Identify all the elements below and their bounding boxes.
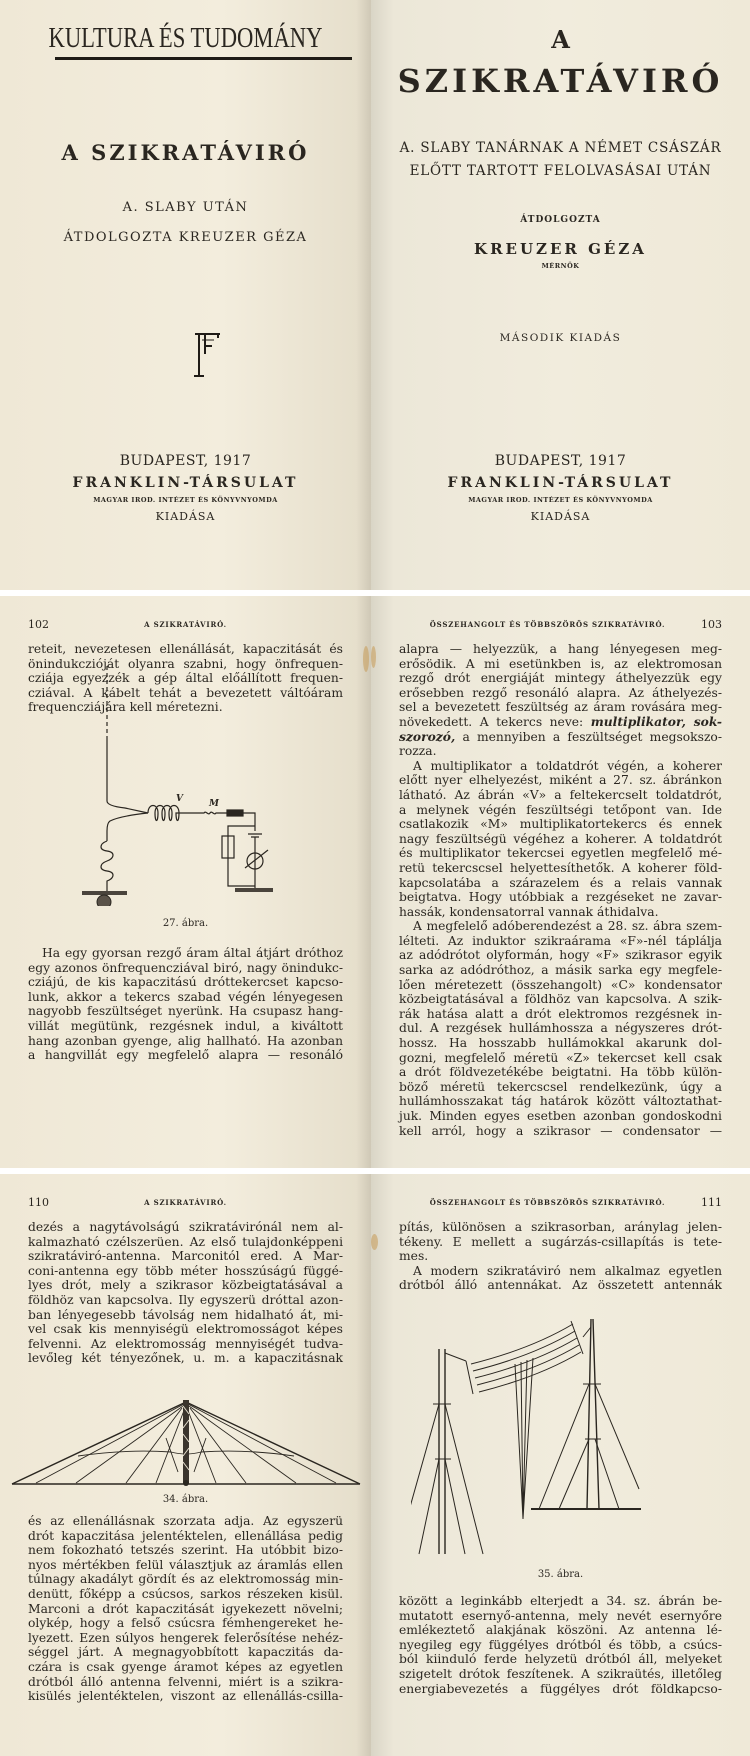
text-line: denütt, főképp a csúcsos, sarkos részeken kisül. [28, 1586, 343, 1601]
page-header [399, 618, 722, 634]
coherer-icon [227, 810, 243, 816]
text-line: coni-antenna egy több méter hosszúságú függé- [28, 1263, 343, 1278]
ground-plate [235, 888, 273, 892]
figure-caption: 34. ábra. [162, 1494, 209, 1505]
ground-ball-icon [97, 895, 111, 906]
page-header [28, 618, 343, 634]
publisher-subtitle: MAGYAR IROD. INTÉZET ÉS KÖNYVNYOMDA [93, 496, 278, 504]
text-line: erősebben rezgő resonáló alapra. Az áthelyezés- [399, 685, 722, 700]
page-number: 111 [701, 1196, 722, 1209]
text-line: kapcsolatába a szárazelem és a relais vannak [399, 875, 722, 890]
multiplier-m-icon [196, 812, 227, 814]
text-line: mutatott esernyő-antenna, mely nevét esernyőre [399, 1608, 722, 1623]
text-line: lyes drót, mely a szikrasor közbeigtatásával a [28, 1278, 343, 1293]
text-line: hossz. Ha hosszabb hullámokkal akarunk dol- [399, 1036, 722, 1051]
text-line: közbeigtatásával a földhöz van kapcsolva. A szik- [399, 992, 722, 1007]
text-line: kalmazható czélszerüen. Az első tulajdonképpeni [28, 1234, 343, 1249]
body-text-top [399, 1220, 722, 1293]
subtitle-line-2: ELŐTT TARTOTT FELOLVASÁSAI UTÁN [409, 163, 712, 179]
imprint-label: KIADÁSA [530, 510, 591, 523]
text-line: olykép, hogy a felső csúcsra fémhengereket he- [28, 1616, 343, 1631]
running-head: A SZIKRATÁVIRÓ. [144, 620, 227, 629]
running-head: ÖSSZEHANGOLT ÉS TÖBBSZÖRÖS SZIKRATÁVIRÓ. [429, 1198, 666, 1207]
text-line: a hangvillát egy megfelelő alapra — resonáló [28, 1048, 343, 1063]
battery-icon [243, 813, 262, 889]
text-line: csatlakozik «M» multiplikatortekercs és ennek [399, 817, 722, 832]
page-number: 110 [28, 1196, 49, 1209]
foxing-stain [371, 646, 376, 668]
publisher-name: FRANKLIN-TÁRSULAT [72, 475, 299, 491]
relay-loop [228, 826, 255, 886]
page-111 [371, 1174, 750, 1756]
text-line: beigtatva. Hogy utóbbiak a rezgéseket ne zavar- [399, 890, 722, 905]
foxing-stain [371, 1234, 378, 1250]
text-line: rák hatása alatt a drót elektromos rezgésnek in- [399, 1006, 722, 1021]
text-line: nem fokozható tetszés szerint. Ha utóbbit bizo- [28, 1543, 343, 1558]
text-line: egy azonos önfrequencziával biró, nagy önindukc- [28, 960, 343, 975]
text-line: felvenni. Az elektromosság mennyiségét tudva- [28, 1336, 343, 1351]
text-line: A multiplikator a toldatdrót végén, a koherer [413, 758, 722, 773]
text-line: czára is csak gyenge áramot képes az egyetlen [28, 1659, 343, 1674]
antenna-wire [107, 736, 148, 813]
page-header [399, 1196, 722, 1212]
text-line: lélteti. Az induktor szikraárama «F»-nél táplálja [399, 933, 722, 948]
text-line: szigetelt drótok feszítenek. A szikraütés, illetőleg [399, 1666, 722, 1681]
label-v: V [176, 794, 183, 804]
text-line: szorozó, a mennyiben a feszültséget megsokszo- [399, 728, 722, 744]
text-line: vel csak kis mennyiségü elektromosságot képes [28, 1322, 343, 1337]
edition-label: MÁSODIK KIADÁS [499, 332, 622, 344]
body-text-bottom [28, 1514, 343, 1704]
text-line: rezgő drót energiáját mintegy áthelyezzük egy [399, 671, 722, 686]
figure-34-umbrella-antenna [6, 1394, 366, 1489]
text-line: cziájú, de kis kapaczitású dróttekercset kapcso- [28, 975, 343, 990]
text-line: nagy feszültségü végéhez a koherer. A toldatdrót [399, 831, 722, 846]
text-line: emlékeztető alakjának köszöni. Az antenna lé- [399, 1623, 722, 1638]
text-line: energiabevezetés a függélyes drót földkapcso- [399, 1681, 722, 1696]
body-text [399, 642, 722, 1138]
text-line: sarka az adódróthoz, a másik sarka egy megfele- [399, 963, 722, 978]
title-page [371, 0, 750, 590]
text-line: ból kiinduló ferde helyzetü drótból áll, melyeket [399, 1652, 722, 1667]
author-title: MÉRNÖK [541, 262, 580, 270]
text-line: hassák, kondensatorral vannak áthidalva. [399, 904, 659, 919]
text-line: és multiplikator tekercsei egyetlen megfelelő mé- [399, 846, 722, 861]
text-line: drótból álló antennákat. Az összetett antennák [399, 1278, 722, 1293]
body-text-top [28, 1220, 343, 1366]
coil-v-icon [148, 806, 196, 821]
text-line: retü tekercscsel helyettesíthetők. A koherer föld- [399, 860, 722, 875]
figure-caption: 27. ábra. [162, 918, 209, 929]
subtitle-line-1: A. SLABY TANÁRNAK A NÉMET CSÁSZÁR [399, 140, 722, 156]
text-line: kisülés jelentéktelen, viszont az ellenállás-csilla- [28, 1689, 343, 1704]
text-line: Marconi a drót kapaczitását igyekezett növelni; [28, 1601, 343, 1616]
text-line: böző méretü tekercscsel rendelkezünk, úgy a [399, 1079, 722, 1094]
page-header [28, 1196, 343, 1212]
text-line: hang azonban gyenge, alig hallható. Ha azonban [28, 1033, 343, 1048]
text-line: cziával. A kábelt tehát a bevezetett váltóáram [28, 685, 343, 700]
text-line: erősödik. A mi esetünkben is, az elektromosan [399, 656, 722, 671]
text-line: frequencziájára kell méretezni. [28, 700, 223, 715]
text-line: levőleg két tényezőnek, u. m. a kapaczitásnak [28, 1351, 343, 1366]
adapted-label: ÁTDOLGOZTA [520, 215, 601, 225]
text-line: szikratáviró-antenna. Marconitól ered. A Mar- [28, 1249, 343, 1264]
text-line: önindukczióját olyanra szabni, hogy önfrequen- [28, 656, 343, 671]
text-line: sel a bevezetett feszültség az áram rovására meg- [399, 700, 722, 715]
label-m: M [209, 799, 219, 809]
text-line: nagyobb feszültséget nyerünk. Ha csupasz hang- [28, 1004, 343, 1019]
figure-35-multi-wire-antenna [411, 1309, 711, 1559]
foxing-stain [363, 646, 369, 672]
after-credit: A. SLABY UTÁN [122, 200, 249, 215]
text-line: pítás, különösen a szikrasorban, aránylag jelen- [399, 1220, 722, 1234]
text-line: növekedett. A tekercs neve: multiplikator, sok- [399, 713, 722, 729]
page-102 [0, 596, 371, 1168]
body-text-bottom [28, 946, 343, 1063]
text-line: A megfelelő adóberendezést a 28. sz. ábra szem- [413, 919, 722, 934]
text-line: lunk, akkor a tekercs szabad végén lényegesen [28, 989, 343, 1004]
text-line: és az ellenállásnak szorzata adja. Az egyszerü [28, 1514, 343, 1528]
text-line: dezés a nagytávolságú szikratávirónál nem al- [28, 1220, 343, 1234]
text-line: séggel járt. A megnagyobbított kapaczitás da- [28, 1645, 343, 1660]
body-text-bottom [399, 1594, 722, 1696]
text-line: előtt nyer elhelyezést, miként a 27. sz. ábránkon [399, 773, 722, 788]
page-103 [371, 596, 750, 1168]
imprint-label: KIADÁSA [155, 510, 216, 523]
text-line: nyos mértékben felül választjuk az áramlás ellen [28, 1557, 343, 1572]
text-line: Ha egy gyorsan rezgő áram által átjárt dróthoz [42, 946, 343, 960]
running-head: A SZIKRATÁVIRÓ. [144, 1198, 227, 1207]
page-number: 102 [28, 618, 49, 631]
text-line: mes. [399, 1249, 429, 1264]
text-line: a melynek végén feszültségi tetőpont van. Ide [399, 802, 722, 817]
text-line: juk. Minden egyes esetben azonban gondoskodni [399, 1109, 722, 1123]
text-line: földhöz van kapcsolva. Ily egyszerü dróttal azon- [28, 1292, 343, 1307]
text-line: rozza. [399, 744, 437, 759]
place-year: BUDAPEST, 1917 [119, 453, 252, 469]
italic-term: multiplikator, sok- [590, 713, 722, 729]
text-line: között a leginkább elterjedt a 34. sz. ábrán be- [399, 1594, 722, 1608]
publisher-subtitle: MAGYAR IROD. INTÉZET ÉS KÖNYVNYOMDA [468, 496, 653, 504]
author-name: KREUZER GÉZA [474, 240, 647, 258]
figure-caption: 35. ábra. [537, 1569, 584, 1580]
series-title: KULTURA ÉS TUDOMÁNY [48, 22, 323, 54]
spread-pages-110-111 [0, 1174, 750, 1756]
figure-27-circuit-diagram [80, 656, 300, 906]
italic-term: szorozó, [399, 728, 456, 744]
text-line: látható. Az ábrán «V» a feltekercselt toldatdrót, [399, 787, 722, 802]
text-line: tékeny. E mellett a sugárzás-csillapítás is tete- [399, 1234, 722, 1249]
page-110 [0, 1174, 371, 1756]
book-title: A SZIKRATÁVIRÓ [61, 140, 310, 165]
running-head: ÖSSZEHANGOLT ÉS TÖBBSZÖRÖS SZIKRATÁVIRÓ. [429, 620, 666, 629]
series-rule [55, 57, 352, 60]
text-line: hullámhosszakat tág határok között változtathat- [399, 1094, 722, 1109]
ground-lead [107, 813, 148, 841]
place-year: BUDAPEST, 1917 [494, 453, 627, 469]
text-line: A modern szikratáviró nem alkalmaz egyetlen [413, 1263, 722, 1278]
text-line: drót kapaczitása jelentéktelen, ellenállása pedig [28, 1528, 343, 1543]
half-title-page [0, 0, 371, 590]
main-title: SZIKRATÁVIRÓ [397, 62, 724, 100]
text-line: lően méretezett (összehangolt) «C» kondensator [399, 977, 722, 992]
text-line: kell arról, hogy a szikrasor — condensator — [399, 1123, 722, 1138]
ground-plate [82, 891, 127, 895]
spread-pages-102-103 [0, 596, 750, 1168]
text-line: villát megütünk, rezgésnek indul, a kiváltott [28, 1018, 343, 1033]
franklin-monogram-icon [192, 332, 222, 389]
text-line: drótból álló antenna felvenni, miért is a szikra- [28, 1674, 343, 1689]
text-line: a drót földvezetékébe beigtatni. Ha több külön- [399, 1065, 722, 1080]
text-line: reteit, nevezetesen ellenállását, kapaczitását és [28, 642, 343, 656]
adapted-by-credit: ÁTDOLGOZTA KREUZER GÉZA [63, 230, 308, 245]
text-line: cziája egyezzék a gép által előállított frequen- [28, 671, 343, 686]
publisher-name: FRANKLIN-TÁRSULAT [447, 475, 674, 491]
text-line: nyegileg egy függélyes drótból és több, a csúcs- [399, 1637, 722, 1652]
text-line: az adódrótot olyformán, hogy «F» szikrasor egyik [399, 948, 722, 963]
page-number: 103 [701, 618, 722, 631]
title-article: A [551, 25, 570, 54]
text-line: alapra — helyezzük, a hang lényegesen meg- [399, 642, 722, 656]
text-line: túlnagy akadályt gördít és az elektromosság min- [28, 1572, 343, 1587]
text-line: dul. A rezgések hullámhossza a négyszeres drót- [399, 1021, 722, 1036]
title-spread [0, 0, 750, 590]
text-line: gozni, megfelelő méretü «Z» tekercset kell csak [399, 1050, 722, 1065]
text-line: lyezett. Ezen súlyos hengerek felerősítése nehéz- [28, 1630, 343, 1645]
text-line: ban lényegesebb távolság nem hidalható át, mi- [28, 1307, 343, 1322]
